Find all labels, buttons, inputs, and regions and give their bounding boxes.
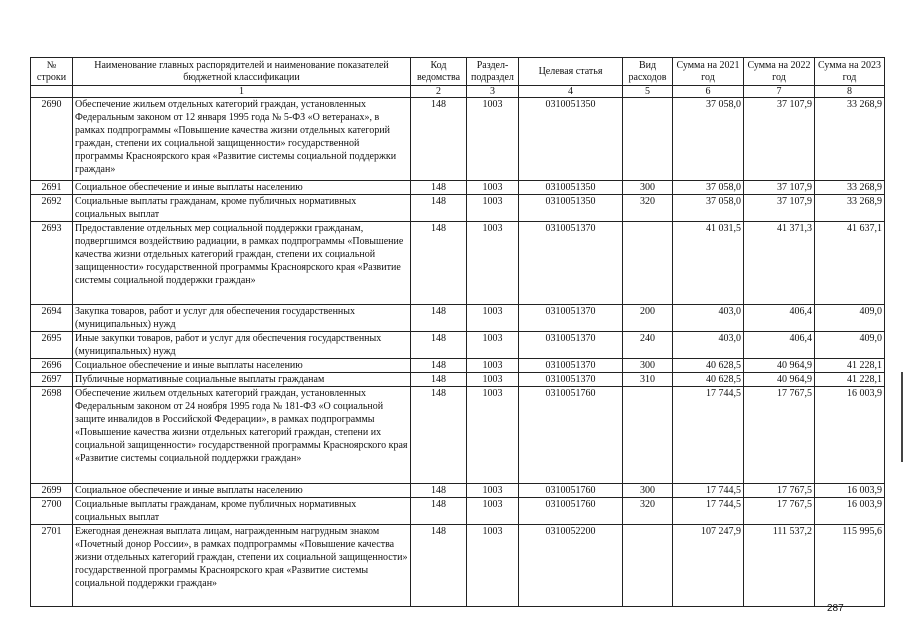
row-dept-code: 148 bbox=[411, 359, 467, 373]
row-sum-2021: 37 058,0 bbox=[673, 195, 744, 222]
row-expense-type: 300 bbox=[623, 359, 673, 373]
column-number bbox=[31, 86, 73, 98]
page-number: 287 bbox=[827, 603, 844, 614]
row-sum-2023: 16 003,9 bbox=[815, 484, 885, 498]
column-number: 3 bbox=[467, 86, 519, 98]
row-expense-type: 300 bbox=[623, 484, 673, 498]
row-number: 2694 bbox=[31, 305, 73, 332]
header-row-number: № строки bbox=[31, 58, 73, 86]
row-number: 2696 bbox=[31, 359, 73, 373]
column-number: 2 bbox=[411, 86, 467, 98]
row-number: 2701 bbox=[31, 525, 73, 607]
row-sum-2021: 37 058,0 bbox=[673, 98, 744, 181]
row-name: Предоставление отдельных мер социальной поддержки гражданам, подвергшимся воздействию радиации, в рамках подпрограммы «Повышение качества жизни отдельных категорий граждан, степени их социальной защищенности» государственной программы Красноярского края «Развитие системы социальной поддержки граждан» bbox=[73, 222, 411, 305]
row-sum-2023: 409,0 bbox=[815, 305, 885, 332]
column-number-row bbox=[31, 86, 885, 98]
row-sum-2021: 17 744,5 bbox=[673, 387, 744, 484]
row-number: 2698 bbox=[31, 387, 73, 484]
header-name: Наименование главных распорядителей и наименование показателей бюджетной классификации bbox=[73, 58, 411, 86]
row-sum-2021: 40 628,5 bbox=[673, 373, 744, 387]
row-sum-2023: 33 268,9 bbox=[815, 195, 885, 222]
row-sum-2023: 33 268,9 bbox=[815, 181, 885, 195]
row-dept-code: 148 bbox=[411, 484, 467, 498]
column-number: 4 bbox=[519, 86, 623, 98]
row-sum-2022: 17 767,5 bbox=[744, 484, 815, 498]
row-target-article: 0310051350 bbox=[519, 98, 623, 181]
row-sum-2023: 115 995,6 bbox=[815, 525, 885, 607]
row-sum-2023: 16 003,9 bbox=[815, 498, 885, 525]
row-sum-2022: 17 767,5 bbox=[744, 498, 815, 525]
row-sum-2023: 41 228,1 bbox=[815, 359, 885, 373]
row-expense-type: 310 bbox=[623, 373, 673, 387]
row-name: Социальные выплаты гражданам, кроме публичных нормативных социальных выплат bbox=[73, 195, 411, 222]
row-number: 2693 bbox=[31, 222, 73, 305]
row-section: 1003 bbox=[467, 525, 519, 607]
row-name: Обеспечение жильем отдельных категорий граждан, установленных Федеральным законом от 12 января 1995 года № 5-ФЗ «О ветеранах», в рамках подпрограммы «Повышение качества жизни отдельных категорий граждан, степени их социальной защищенности» государственной программы Красноярского края «Развитие системы социальной поддержки граждан» bbox=[73, 98, 411, 181]
column-number: 6 bbox=[673, 86, 744, 98]
row-sum-2022: 40 964,9 bbox=[744, 373, 815, 387]
row-dept-code: 148 bbox=[411, 222, 467, 305]
row-sum-2022: 41 371,3 bbox=[744, 222, 815, 305]
row-number: 2699 bbox=[31, 484, 73, 498]
table-row bbox=[31, 222, 885, 305]
column-number: 7 bbox=[744, 86, 815, 98]
table-row bbox=[31, 181, 885, 195]
table-header-row bbox=[31, 58, 885, 86]
row-dept-code: 148 bbox=[411, 387, 467, 484]
row-expense-type bbox=[623, 222, 673, 305]
column-number: 1 bbox=[73, 86, 411, 98]
row-sum-2021: 17 744,5 bbox=[673, 498, 744, 525]
row-dept-code: 148 bbox=[411, 332, 467, 359]
row-target-article: 0310051370 bbox=[519, 359, 623, 373]
header-target-article: Целевая статья bbox=[519, 58, 623, 86]
header-section: Раздел-подраздел bbox=[467, 58, 519, 86]
row-dept-code: 148 bbox=[411, 181, 467, 195]
row-number: 2691 bbox=[31, 181, 73, 195]
row-sum-2023: 33 268,9 bbox=[815, 98, 885, 181]
column-number: 5 bbox=[623, 86, 673, 98]
table-row bbox=[31, 195, 885, 222]
row-section: 1003 bbox=[467, 181, 519, 195]
row-number: 2695 bbox=[31, 332, 73, 359]
row-expense-type bbox=[623, 525, 673, 607]
header-expense-type: Вид расходов bbox=[623, 58, 673, 86]
row-dept-code: 148 bbox=[411, 305, 467, 332]
table-row bbox=[31, 498, 885, 525]
row-name: Социальное обеспечение и иные выплаты населению bbox=[73, 359, 411, 373]
budget-table bbox=[30, 57, 885, 607]
row-expense-type: 200 bbox=[623, 305, 673, 332]
row-sum-2021: 403,0 bbox=[673, 332, 744, 359]
row-name: Социальное обеспечение и иные выплаты населению bbox=[73, 181, 411, 195]
row-target-article: 0310052200 bbox=[519, 525, 623, 607]
row-name: Обеспечение жильем отдельных категорий граждан, установленных Федеральным законом от 24 ноября 1995 года № 181-ФЗ «О социальной защите инвалидов в Российской Федерации», в рамках подпрограммы «Повышение качества жизни отдельных категорий граждан, степени их социальной защищенности» государственной программы Красноярского края «Развитие системы социальной поддержки граждан» bbox=[73, 387, 411, 484]
row-target-article: 0310051370 bbox=[519, 305, 623, 332]
row-dept-code: 148 bbox=[411, 195, 467, 222]
row-section: 1003 bbox=[467, 332, 519, 359]
row-target-article: 0310051370 bbox=[519, 222, 623, 305]
row-section: 1003 bbox=[467, 359, 519, 373]
row-sum-2021: 41 031,5 bbox=[673, 222, 744, 305]
row-number: 2690 bbox=[31, 98, 73, 181]
row-sum-2021: 37 058,0 bbox=[673, 181, 744, 195]
row-dept-code: 148 bbox=[411, 525, 467, 607]
column-number: 8 bbox=[815, 86, 885, 98]
row-expense-type: 240 bbox=[623, 332, 673, 359]
table-row bbox=[31, 332, 885, 359]
table-row bbox=[31, 359, 885, 373]
row-sum-2021: 403,0 bbox=[673, 305, 744, 332]
row-number: 2700 bbox=[31, 498, 73, 525]
row-expense-type: 320 bbox=[623, 195, 673, 222]
row-name: Иные закупки товаров, работ и услуг для обеспечения государственных (муниципальных) нужд bbox=[73, 332, 411, 359]
row-target-article: 0310051760 bbox=[519, 484, 623, 498]
row-name: Социальные выплаты гражданам, кроме публичных нормативных социальных выплат bbox=[73, 498, 411, 525]
row-dept-code: 148 bbox=[411, 498, 467, 525]
row-dept-code: 148 bbox=[411, 373, 467, 387]
row-sum-2022: 37 107,9 bbox=[744, 98, 815, 181]
row-target-article: 0310051370 bbox=[519, 332, 623, 359]
header-sum-2021: Сумма на 2021 год bbox=[673, 58, 744, 86]
table-row bbox=[31, 484, 885, 498]
row-sum-2023: 41 637,1 bbox=[815, 222, 885, 305]
table-row bbox=[31, 387, 885, 484]
row-target-article: 0310051370 bbox=[519, 373, 623, 387]
row-sum-2021: 17 744,5 bbox=[673, 484, 744, 498]
row-sum-2022: 111 537,2 bbox=[744, 525, 815, 607]
row-section: 1003 bbox=[467, 195, 519, 222]
row-number: 2692 bbox=[31, 195, 73, 222]
row-section: 1003 bbox=[467, 222, 519, 305]
row-expense-type: 300 bbox=[623, 181, 673, 195]
row-sum-2021: 40 628,5 bbox=[673, 359, 744, 373]
table-row bbox=[31, 305, 885, 332]
row-sum-2023: 409,0 bbox=[815, 332, 885, 359]
row-name: Публичные нормативные социальные выплаты гражданам bbox=[73, 373, 411, 387]
table-row bbox=[31, 98, 885, 181]
row-target-article: 0310051760 bbox=[519, 387, 623, 484]
row-section: 1003 bbox=[467, 484, 519, 498]
row-sum-2022: 17 767,5 bbox=[744, 387, 815, 484]
row-sum-2023: 41 228,1 bbox=[815, 373, 885, 387]
row-section: 1003 bbox=[467, 387, 519, 484]
row-sum-2022: 406,4 bbox=[744, 305, 815, 332]
table-row bbox=[31, 525, 885, 607]
header-sum-2022: Сумма на 2022 год bbox=[744, 58, 815, 86]
row-name: Социальное обеспечение и иные выплаты населению bbox=[73, 484, 411, 498]
table-row bbox=[31, 373, 885, 387]
header-dept-code: Код ведомства bbox=[411, 58, 467, 86]
row-dept-code: 148 bbox=[411, 98, 467, 181]
row-target-article: 0310051350 bbox=[519, 195, 623, 222]
row-sum-2021: 107 247,9 bbox=[673, 525, 744, 607]
row-name: Ежегодная денежная выплата лицам, награжденным нагрудным знаком «Почетный донор России», в рамках подпрограммы «Повышение качества жизни отдельных категорий граждан, степени их социальной защищенности» государственной программы Красноярского края «Развитие системы социальной поддержки граждан» bbox=[73, 525, 411, 607]
row-sum-2022: 37 107,9 bbox=[744, 181, 815, 195]
row-sum-2022: 37 107,9 bbox=[744, 195, 815, 222]
row-name: Закупка товаров, работ и услуг для обеспечения государственных (муниципальных) нужд bbox=[73, 305, 411, 332]
row-target-article: 0310051760 bbox=[519, 498, 623, 525]
row-sum-2023: 16 003,9 bbox=[815, 387, 885, 484]
header-sum-2023: Сумма на 2023 год bbox=[815, 58, 885, 86]
row-expense-type: 320 bbox=[623, 498, 673, 525]
row-sum-2022: 406,4 bbox=[744, 332, 815, 359]
row-expense-type bbox=[623, 98, 673, 181]
row-number: 2697 bbox=[31, 373, 73, 387]
row-section: 1003 bbox=[467, 373, 519, 387]
row-section: 1003 bbox=[467, 305, 519, 332]
row-expense-type bbox=[623, 387, 673, 484]
row-sum-2022: 40 964,9 bbox=[744, 359, 815, 373]
row-target-article: 0310051350 bbox=[519, 181, 623, 195]
row-section: 1003 bbox=[467, 498, 519, 525]
row-section: 1003 bbox=[467, 98, 519, 181]
scrollbar[interactable] bbox=[901, 372, 903, 462]
